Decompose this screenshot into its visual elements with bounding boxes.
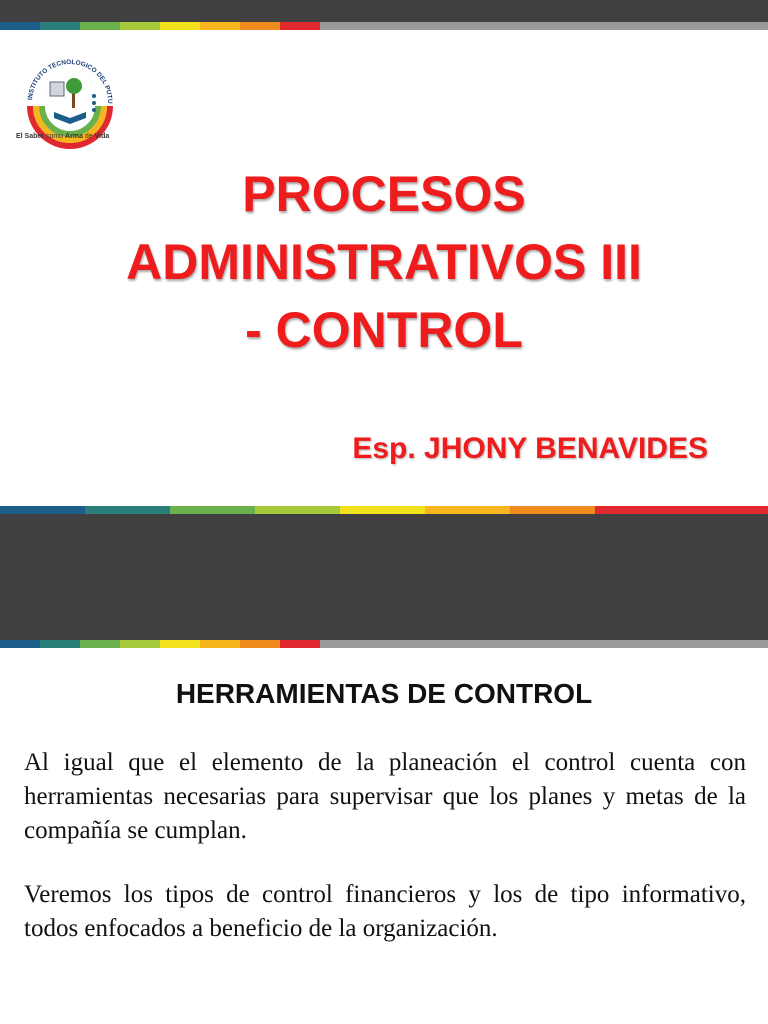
section-heading: HERRAMIENTAS DE CONTROL [175, 678, 593, 709]
slide-title [0, 160, 768, 364]
slide-author: Esp. JHONY BENAVIDES [352, 432, 708, 465]
logo-arc-text: INSTITUTO TECNOLOGICO DEL PUTU [27, 58, 114, 104]
top-color-stripe [0, 22, 768, 30]
slide-title-line3: - CONTROL [245, 302, 523, 358]
slide-title-line2: ADMINISTRATIVOS III [126, 234, 642, 290]
institution-motto: El Saber como Arma de Vida [16, 133, 110, 140]
paragraph-1: Al igual que el elemento de la planeación el control cuenta con herramientas necesarias para supervisar que los planes y metas de la compañía se cumplan. [24, 749, 746, 844]
mid-dark-band [0, 514, 768, 640]
mid-color-stripe-top [0, 506, 768, 514]
mid-color-stripe-bottom [0, 640, 768, 648]
slide-title-line1: PROCESOS [242, 166, 526, 222]
top-dark-band [0, 0, 768, 22]
paragraph-2: Veremos los tipos de control financieros y los de tipo informativo, todos enfocados a beneficio de la organización. [24, 881, 746, 942]
